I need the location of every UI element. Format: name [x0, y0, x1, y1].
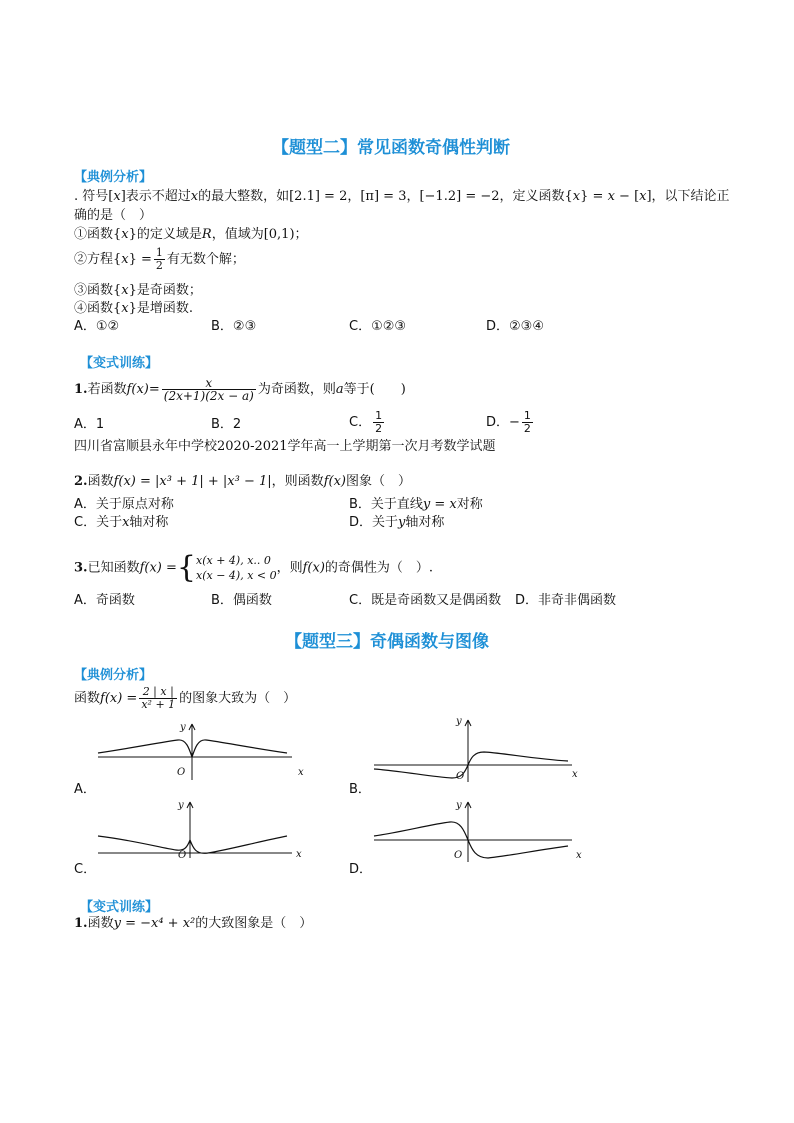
math-fx: f(x) =	[139, 560, 177, 576]
piecewise-cases	[196, 553, 277, 583]
question-number: 3.	[74, 560, 88, 576]
graph-d	[372, 796, 586, 868]
question-number: 2.	[74, 474, 88, 489]
denominator: 2	[155, 259, 163, 272]
question-number: 1.	[74, 382, 88, 397]
text: 为奇函数，则	[257, 382, 336, 397]
text: ，则函数	[271, 474, 324, 489]
text: B．关于直线	[349, 497, 423, 512]
fraction	[522, 410, 533, 435]
text: C．关于	[74, 515, 123, 530]
y-label: y	[178, 800, 184, 811]
option-label: C．	[349, 415, 372, 430]
variant3-option-a: A．奇函数	[74, 593, 135, 608]
text: D．关于	[349, 515, 399, 530]
statement-4	[74, 300, 193, 318]
var-x: x	[607, 189, 615, 204]
text: 的奇偶性为（ ）.	[324, 560, 434, 576]
text: 轴对称	[405, 515, 445, 530]
var-x: x	[572, 189, 581, 204]
variant1-source: 四川省富顺县永年中学校2020-2021学年高一上学期第一次月考数学试题	[74, 439, 496, 454]
text: } =	[580, 189, 608, 204]
text: }的定义域是	[128, 227, 202, 242]
section3-variant1	[74, 915, 312, 933]
case-1: x(x + 4), x.. 0	[196, 554, 271, 567]
variant2-option-c	[74, 514, 168, 532]
y-label: y	[180, 722, 186, 733]
var-x: x	[639, 189, 647, 204]
numerator: x	[162, 377, 256, 390]
math-fx: f(x) =	[100, 691, 138, 706]
text: 的最大整数，如[2.1] = 2，[π] = 3，[−1.2] = −2，定义函数{	[198, 189, 573, 204]
variant2-option-d	[349, 514, 444, 532]
section2-variant-tag: 【变式训练】	[80, 356, 159, 371]
text: 对称	[456, 497, 483, 512]
section3-example-tag: 【典例分析】	[74, 668, 153, 683]
var-x: x	[113, 189, 121, 204]
text: 函数	[87, 474, 114, 489]
case-2: x(x − 4), x < 0	[196, 569, 277, 582]
y-label: y	[456, 716, 462, 727]
variant3-option-d: D．非奇非偶函数	[515, 593, 617, 608]
question-stem-line2: 确的是（ ）	[74, 208, 153, 223]
fraction	[139, 686, 177, 711]
variant1-option-a: A．1	[74, 417, 105, 432]
var-R: R	[201, 227, 212, 242]
text: 图象（ ）	[345, 474, 411, 489]
numerator: 1	[523, 409, 531, 422]
section2-title: 【题型二】常见函数奇偶性判断	[272, 138, 510, 158]
var-x: x	[121, 227, 129, 242]
section2-example-tag: 【典例分析】	[74, 170, 153, 185]
fraction	[162, 377, 256, 402]
variant1-stem	[74, 377, 406, 402]
graph-c	[92, 796, 310, 858]
numerator: 2 | x |	[139, 686, 177, 699]
variant3-option-b: B．偶函数	[211, 593, 272, 608]
graph-option-c: C．	[74, 862, 97, 877]
text: ④函数{	[74, 301, 122, 316]
text: ，则	[276, 560, 303, 576]
text: ]，以下结论正	[646, 189, 730, 204]
math-expression: y = −x⁴ + x²	[113, 916, 196, 931]
question-number: 1.	[74, 916, 88, 931]
variant1-option-c	[349, 410, 386, 435]
curve	[98, 836, 287, 853]
text: 等于( )	[343, 382, 406, 397]
section3-variant-tag: 【变式训练】	[80, 900, 159, 915]
option-d: D．②③④	[486, 319, 544, 334]
text: 函数	[87, 916, 114, 931]
section3-title: 【题型三】奇偶函数与图像	[285, 632, 489, 652]
text: 的图象大致为（ ）	[179, 691, 297, 706]
question-stem-line1	[74, 188, 730, 206]
variant2-option-b	[349, 496, 483, 514]
denominator: 2	[523, 422, 531, 435]
variant3-option-c: C．既是奇函数又是偶函数	[349, 593, 502, 608]
math-fx: f(x)	[323, 474, 346, 489]
text: ，值域为[0,1)；	[211, 227, 308, 242]
text: }是奇函数；	[128, 283, 202, 298]
var-x: x	[121, 301, 129, 316]
variant3-stem	[74, 550, 434, 585]
text: 已知函数	[87, 560, 140, 576]
y-label: y	[456, 800, 462, 811]
x-label: x	[296, 849, 302, 858]
option-c: C．①②③	[349, 319, 407, 334]
text: 的大致图象是（ ）	[195, 916, 313, 931]
left-brace: {	[176, 550, 196, 585]
math-expression: f(x) = |x³ + 1| + |x³ − 1|	[113, 474, 272, 489]
text: 若函数	[87, 382, 127, 397]
variant1-option-d	[486, 410, 535, 435]
graph-a	[92, 718, 310, 782]
text: ②方程{	[74, 252, 122, 267]
fraction-half	[154, 247, 165, 272]
variant2-option-a: A．关于原点对称	[74, 497, 174, 512]
statement-1	[74, 226, 308, 244]
graph-option-d: D．	[349, 862, 373, 877]
origin-label: O	[178, 850, 187, 858]
statement-3	[74, 282, 202, 300]
var-x: x	[190, 189, 199, 204]
text: ③函数{	[74, 283, 122, 298]
text: 轴对称	[129, 515, 169, 530]
text: 有无数个解；	[166, 252, 245, 267]
origin-label: O	[456, 771, 465, 782]
variant1-option-b: B．2	[211, 417, 242, 432]
var-x: x	[121, 252, 129, 267]
variant2-stem	[74, 473, 411, 491]
graph-option-a: A．	[74, 782, 96, 797]
text: ①函数{	[74, 227, 122, 242]
denominator: 2	[375, 422, 383, 435]
denominator: x² + 1	[141, 698, 176, 711]
statement-2	[74, 247, 245, 272]
option-a: A．①②	[74, 319, 120, 334]
graph-option-b: B．	[349, 782, 371, 797]
numerator: 1	[155, 246, 163, 259]
var-x: (x)=	[131, 382, 160, 397]
var-x: x	[122, 515, 130, 530]
option-label: D．−	[486, 415, 520, 430]
var-a: a	[335, 382, 344, 397]
var-f: f	[126, 382, 132, 397]
denominator: (2x+1)(2x − a)	[163, 389, 254, 403]
numerator: 1	[375, 409, 383, 422]
origin-label: O	[454, 850, 463, 861]
x-label: x	[572, 769, 578, 780]
x-label: x	[298, 767, 304, 778]
graph-b	[372, 712, 586, 784]
fraction	[373, 410, 384, 435]
text: 函数	[74, 691, 101, 706]
math-fx: f(x)	[302, 560, 325, 576]
origin-label: O	[177, 767, 186, 778]
var-y: y	[398, 515, 406, 530]
section3-question	[74, 686, 296, 711]
text: ]表示不超过	[120, 189, 191, 204]
math-expression: y = x	[422, 497, 457, 512]
option-b: B．②③	[211, 319, 257, 334]
text: − [	[614, 189, 640, 204]
var-x: x	[121, 283, 129, 298]
text: . 符号[	[74, 189, 114, 204]
text: }是增函数.	[128, 301, 194, 316]
text: } =	[128, 252, 152, 267]
x-label: x	[576, 850, 582, 861]
